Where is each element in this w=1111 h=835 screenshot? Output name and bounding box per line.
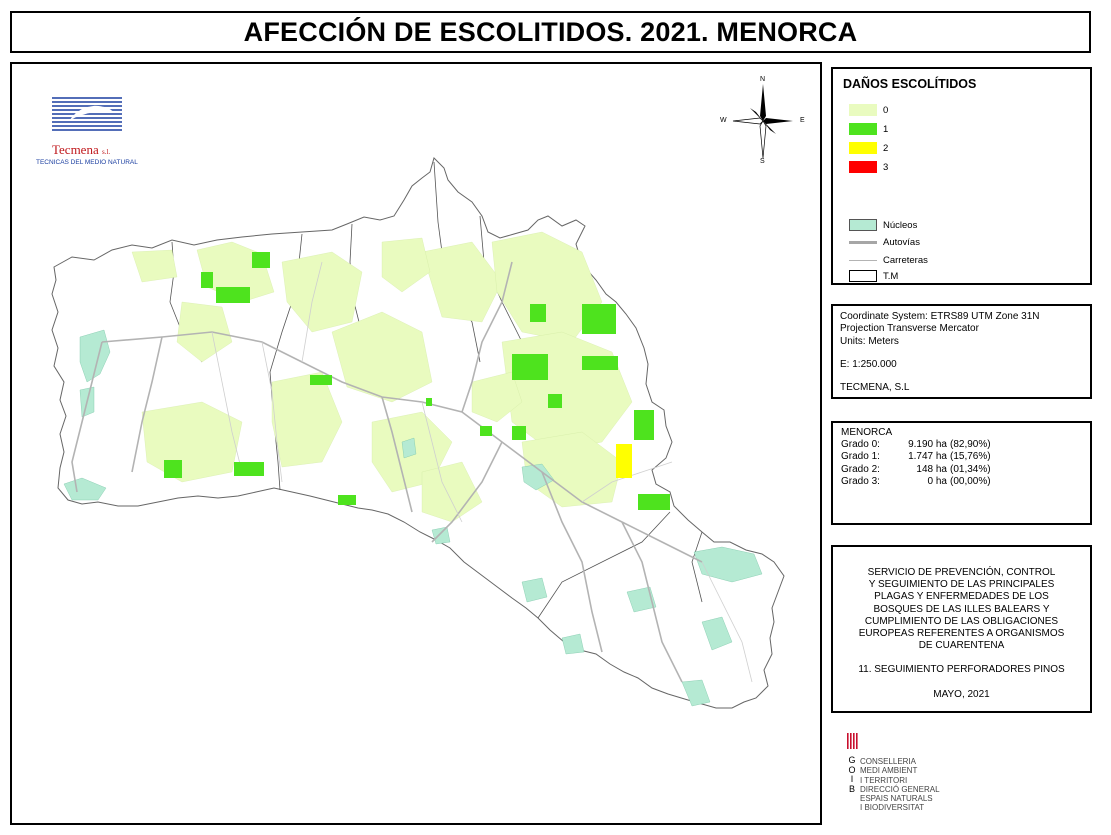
goib-letter: B [848, 783, 855, 794]
legend-label-1: 1 [883, 123, 889, 135]
stats-grade: Grado 3: [841, 475, 880, 487]
legend-swatch-1 [849, 123, 877, 135]
goib-line: I TERRITORI [860, 775, 908, 785]
compass-rose [720, 76, 810, 166]
stats-row-1 [841, 451, 1082, 463]
goib-letter: I [850, 774, 854, 784]
title-box [10, 11, 1091, 53]
map-title: AFECCIÓN DE ESCOLITIDOS. 2021. MENORCA [243, 16, 858, 47]
service-line: CUMPLIMIENTO DE LAS OBLIGACIONES [864, 615, 1059, 627]
legend-item-autovias [849, 235, 920, 249]
stats-row-3 [841, 476, 1082, 488]
coord-author: TECMENA, S.L [840, 382, 910, 394]
goib-line: I BIODIVERSITAT [860, 803, 925, 813]
stats-grade: Grado 1: [841, 451, 880, 463]
service-line: EUROPEAS REFERENTES A ORGANISMOS [858, 628, 1065, 640]
stats-island: MENORCA [841, 427, 893, 438]
stats-grade: Grado 2: [841, 463, 880, 475]
legend-swatch-tm [849, 270, 877, 282]
legend-swatch-autovias [849, 241, 877, 244]
stats-row-0 [841, 439, 1082, 451]
compass-e: E [800, 117, 805, 124]
balearic-flag-icon [846, 732, 858, 750]
service-line: DE CUARENTENA [918, 640, 1005, 652]
coord-system: Coordinate System: ETRS89 UTM Zone 31N [840, 311, 1040, 322]
goib-text [860, 757, 940, 813]
legend-label-tm: T.M [883, 270, 899, 282]
service-line: SERVICIO DE PREVENCIÓN, CONTROL [867, 567, 1056, 578]
legend-item-0 [849, 103, 888, 117]
legend-item-carreteras [849, 253, 928, 267]
stats-ha: 148 ha [916, 463, 947, 475]
map-frame [10, 62, 822, 825]
stats-grade: Grado 0: [841, 439, 880, 451]
stats-pct: (82,90%) [950, 439, 991, 451]
compass-s: S [760, 158, 765, 165]
legend-swatch-nucleos [849, 219, 877, 231]
logo-suffix: s.l. [101, 148, 111, 156]
legend-swatch-0 [849, 104, 877, 116]
legend-title: DAÑOS ESCOLÍTIDOS [843, 77, 977, 91]
service-date: MAYO, 2021 [933, 688, 990, 700]
stats-pct: (01,34%) [950, 463, 991, 475]
legend-label-nucleos: Núcleos [883, 219, 918, 231]
coord-projection: Projection Transverse Mercator [840, 323, 979, 335]
legend-swatch-carreteras [849, 260, 877, 261]
goib-logo [846, 732, 996, 817]
goib-letters [846, 756, 858, 794]
legend-box [831, 67, 1092, 285]
stats-pct: (00,00%) [950, 475, 991, 487]
stats-ha: 0 ha [927, 475, 947, 487]
compass-n: N [760, 76, 766, 83]
legend-label-carreteras: Carreteras [883, 254, 928, 266]
goib-line: DIRECCIÓ GENERAL [860, 784, 940, 794]
legend-swatch-2 [849, 142, 877, 154]
compass-icon [720, 76, 810, 166]
legend-swatch-3 [849, 161, 877, 173]
tecmena-logo-mark [50, 92, 130, 142]
legend-item-2 [849, 141, 888, 155]
legend-item-3 [849, 160, 888, 174]
coord-units: Units: Meters [840, 335, 899, 347]
stats-row-2 [841, 464, 1082, 476]
damage-class-2-area [616, 444, 632, 478]
service-box [831, 545, 1092, 713]
legend-item-1 [849, 122, 888, 136]
logo-name: Tecmena [52, 142, 99, 157]
goib-line: CONSELLERIA [860, 757, 917, 766]
service-line: Y SEGUIMIENTO DE LAS PRINCIPALES [868, 579, 1055, 591]
goib-letter: G [848, 755, 856, 765]
compass-w: W [720, 117, 727, 124]
coordinate-info-box [831, 304, 1092, 399]
service-section: 11. SEGUIMIENTO PERFORADORES PINOS [858, 664, 1065, 676]
stats-ha: 9.190 ha [908, 439, 947, 451]
goib-line: MEDI AMBIENT [860, 766, 918, 776]
logo-subtitle: TECNICAS DEL MEDIO NATURAL [36, 159, 138, 166]
legend-label-2: 2 [883, 142, 889, 154]
legend-item-nucleos [849, 218, 917, 232]
legend-label-0: 0 [883, 104, 889, 116]
stats-box [831, 421, 1092, 525]
tecmena-logo [36, 92, 152, 200]
service-line: BOSQUES DE LAS ILLES BALEARS Y [873, 603, 1050, 615]
stats-pct: (15,76%) [950, 451, 991, 463]
stats-ha: 1.747 ha [908, 451, 947, 463]
goib-letter: O [848, 764, 856, 775]
coord-scale: E: 1:250.000 [840, 358, 897, 370]
legend-label-3: 3 [883, 161, 889, 173]
service-line: PLAGAS Y ENFERMEDADES DE LOS [874, 591, 1049, 603]
legend-item-tm [849, 269, 898, 283]
goib-line: ESPAIS NATURALS [860, 794, 933, 804]
legend-label-autovias: Autovías [883, 236, 920, 248]
